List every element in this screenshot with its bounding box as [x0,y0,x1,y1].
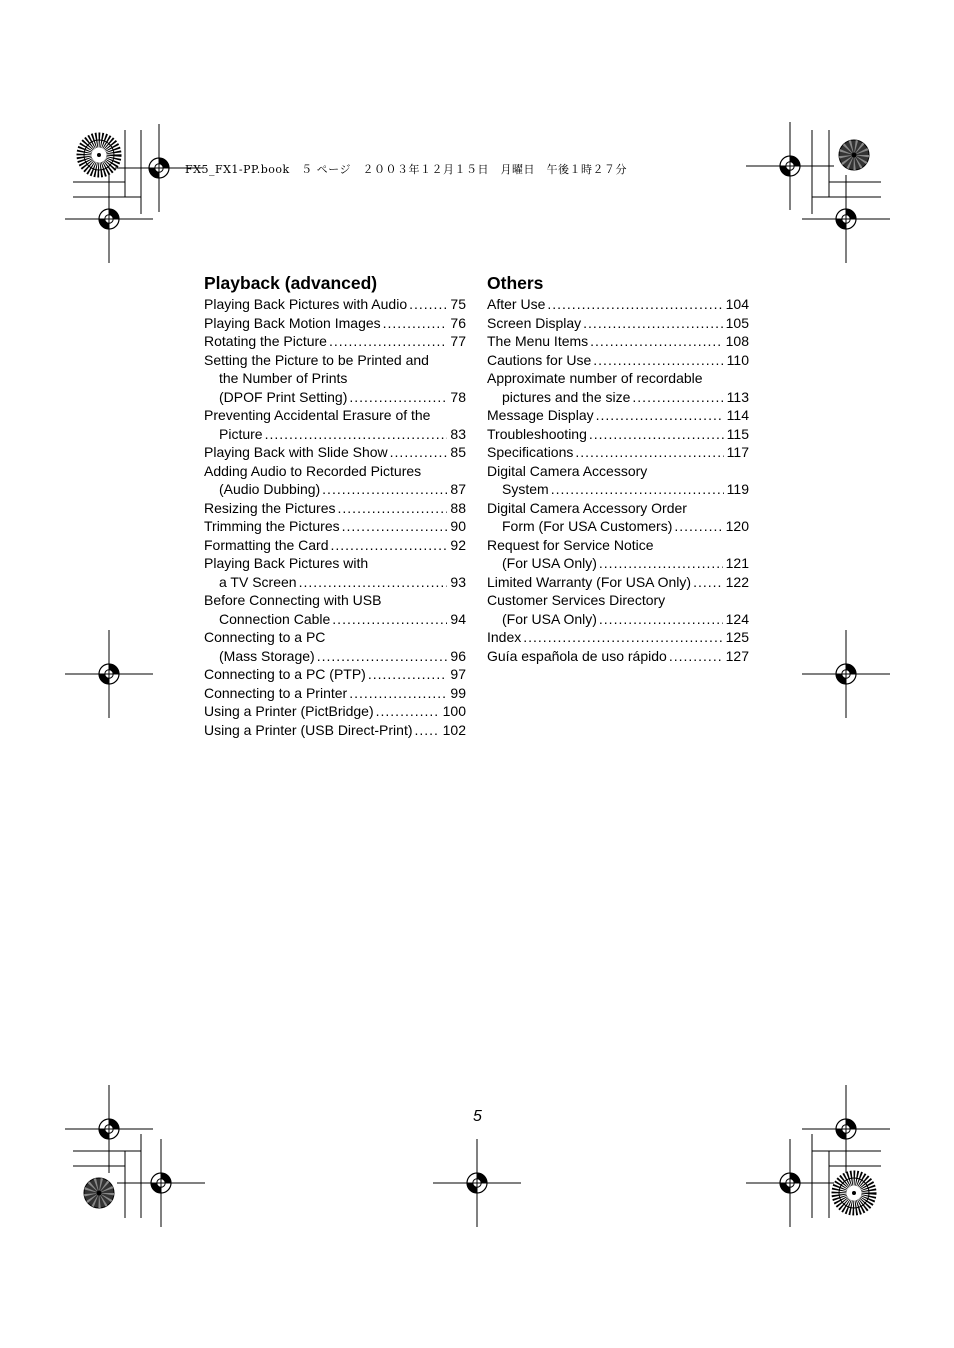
print-slug: FX5_FX1-PP.book ５ ページ ２００３年１２月１５日 月曜日 午後１時２７分 [185,163,627,176]
dot-leader [409,295,447,314]
toc-page-number: 113 [726,388,749,405]
toc-entry-line [487,628,749,647]
dot-leader [589,425,724,444]
toc-entry-line [487,647,749,666]
toc-entry[interactable] [204,499,466,518]
toc-entry-line [487,295,749,314]
toc-entry[interactable] [204,332,466,351]
toc-column-others [487,272,749,665]
toc-page-number: 76 [450,314,466,331]
toc-entry-title: Connecting to a PC [204,629,326,645]
toc-entry[interactable] [487,628,749,647]
toc-entry-title: Playing Back Pictures with [204,555,369,571]
toc-entry-line [487,591,749,610]
registration-mark-icon [117,1139,205,1227]
toc-page-number: 102 [442,721,466,738]
dot-leader [317,647,448,666]
toc-entry-line [204,369,466,388]
dot-leader [415,721,440,740]
toc-entry[interactable] [204,721,466,740]
toc-entry-title: (For USA Only) [502,555,597,571]
toc-page-number: 110 [726,351,749,368]
toc-page-number: 125 [725,629,749,645]
dot-leader [583,314,722,333]
dot-leader [669,647,723,666]
toc-entry-title: Using a Printer (USB Direct-Print) [204,721,413,738]
toc-entry[interactable] [487,369,749,406]
toc-entry-line [204,647,466,666]
toc-entry-title: Limited Warranty (For USA Only) [487,573,692,590]
section-title: Others [487,273,544,293]
toc-entry[interactable] [204,406,466,443]
toc-column-playback-advanced [204,272,466,739]
toc-entry-title: Playing Back Pictures with Audio [204,296,408,312]
toc-entry[interactable] [204,462,466,499]
toc-entry-line [204,684,466,703]
dot-leader [342,517,448,536]
toc-entry-line [204,462,466,481]
dot-leader [329,332,447,351]
toc-entry-line [204,295,466,314]
toc-page-number: 88 [450,499,466,516]
toc-entry[interactable] [487,425,749,444]
toc-entry-title: Guía española de uso rápido [487,647,667,664]
toc-page-number: 115 [726,425,749,442]
toc-entry-line [204,314,466,333]
toc-entry-title: After Use [487,296,546,312]
toc-entry-title: Message Display [487,407,594,423]
registration-mark-icon [802,630,890,718]
toc-entry-title: (DPOF Print Setting) [219,388,348,405]
toc-entry-line [487,369,749,388]
toc-page-number: 87 [450,481,466,497]
registration-mark-icon [746,1139,834,1227]
color-wheel-icon [84,1178,114,1208]
toc-page-number: 92 [450,536,466,553]
toc-entry-title: Digital Camera Accessory Order [487,499,687,516]
dot-leader [551,480,724,499]
toc-entry-line [487,462,749,481]
color-wheel-icon [839,1178,869,1208]
toc-entry-title: Preventing Accidental Erasure of the [204,407,431,423]
dot-leader [547,295,722,314]
toc-entry-line [487,314,749,333]
dot-leader [383,314,448,333]
dot-leader [322,480,447,499]
toc-entry[interactable] [204,554,466,591]
toc-entry-line [487,536,749,555]
dot-leader [349,684,447,703]
toc-entry-title: Before Connecting with USB [204,592,382,608]
toc-entry[interactable] [487,462,749,499]
toc-page-number: 105 [725,314,749,331]
toc-entry-title: a TV Screen [219,573,297,590]
toc-entry-line [204,388,466,407]
toc-entry-line [204,351,466,370]
toc-page-number: 100 [442,703,466,719]
dot-leader [693,573,723,592]
toc-entry-title: Cautions for Use [487,351,592,368]
toc-entry-line [487,443,749,462]
toc-entry-line [204,665,466,684]
toc-entry-line [487,388,749,407]
toc-entry-title: Trimming the Pictures [204,518,340,534]
toc-page-number: 104 [725,296,749,312]
toc-entry-title: (Audio Dubbing) [219,481,321,497]
toc-page-number: 121 [725,555,749,571]
dot-leader [338,499,448,518]
toc-entry[interactable] [487,591,749,628]
toc-entry[interactable] [204,443,466,462]
toc-entry-title: Connection Cable [219,610,331,627]
toc-entry-line [204,573,466,592]
toc-entry-title: Setting the Picture to be Printed and [204,351,429,368]
toc-entry-title: Approximate number of recordable [487,370,703,386]
toc-page-number: 117 [726,444,749,460]
toc-entry[interactable] [204,684,466,703]
toc-entry-line [204,480,466,499]
toc-entry-line [487,425,749,444]
toc-entry-line [487,480,749,499]
toc-entry[interactable] [487,351,749,370]
dot-leader [632,388,723,407]
page-number: 5 [473,1108,482,1125]
toc-page-number: 119 [726,481,749,497]
toc-entry[interactable] [204,628,466,665]
toc-page-number: 108 [725,333,749,349]
toc-entry-line [487,332,749,351]
dot-leader [590,332,722,351]
toc-entry-line [487,499,749,518]
toc-page-number: 127 [725,647,749,664]
toc-entry-title: Picture [219,425,263,442]
toc-entry[interactable] [487,499,749,536]
toc-entry[interactable] [487,332,749,351]
toc-entry[interactable] [487,443,749,462]
toc-entry[interactable] [487,647,749,666]
dot-leader [575,443,723,462]
toc-page-number: 94 [450,610,466,627]
toc-entry-title: Connecting to a Printer [204,684,348,701]
dot-leader [596,406,724,425]
toc-entry-line [204,332,466,351]
registration-mark-icon [65,1085,153,1173]
dot-leader [265,425,448,444]
toc-page-number: 120 [725,518,749,534]
toc-entry-line [204,443,466,462]
toc-entry-title: Troubleshooting [487,425,587,442]
toc-entry-title: Playing Back Motion Images [204,314,381,331]
toc-entry-title: Resizing the Pictures [204,499,336,516]
color-wheel-icon [84,140,114,170]
toc-entry[interactable] [204,536,466,555]
dot-leader [593,351,723,370]
toc-entry-line [204,610,466,629]
toc-entry-title: Using a Printer (PictBridge) [204,703,374,719]
toc-entry-title: the Number of Prints [219,370,348,386]
toc-page-number: 99 [450,684,466,701]
toc-page-number: 85 [450,444,466,460]
toc-entry[interactable] [204,591,466,628]
toc-entry-line [204,721,466,740]
toc-page-number: 75 [450,296,466,312]
toc-entry-title: Screen Display [487,314,582,331]
toc-page-number: 90 [450,518,466,534]
toc-page-number: 78 [450,388,466,405]
toc-entry[interactable] [204,517,466,536]
color-wheel-icon [839,140,869,170]
toc-entry-title: Adding Audio to Recorded Pictures [204,462,422,479]
toc-page-number: 96 [450,647,466,664]
toc-entry-line [204,406,466,425]
toc-entry-line [487,351,749,370]
toc-page-number: 93 [450,573,466,590]
toc-entry-title: The Menu Items [487,333,589,349]
toc-entry-line [487,610,749,629]
toc-entry-title: Playing Back with Slide Show [204,444,388,460]
dot-leader [674,517,722,536]
toc-entry-title: (Mass Storage) [219,647,315,664]
registration-mark-icon [802,1085,890,1173]
toc-page-number: 114 [726,407,749,423]
toc-entry-line [204,591,466,610]
toc-entry[interactable] [204,351,466,407]
toc-entry-line [204,702,466,721]
toc-entry-title: Connecting to a PC (PTP) [204,666,366,682]
registration-mark-icon [433,1139,521,1227]
toc-entry-title: Index [487,629,522,645]
registration-mark-icon [65,175,153,263]
toc-entry[interactable] [487,536,749,573]
toc-page-number: 122 [725,573,749,590]
toc-page-number: 77 [450,333,466,349]
dot-leader [331,536,448,555]
section-title: Playback (advanced) [204,273,378,293]
toc-entry[interactable] [204,314,466,333]
toc-page-number: 97 [450,666,466,682]
toc-entry-title: Formatting the Card [204,536,329,553]
toc-entry-title: pictures and the size [502,388,631,405]
toc-entry-line [204,517,466,536]
toc-entry-line [487,554,749,573]
toc-entry-title: Request for Service Notice [487,536,654,553]
dot-leader [349,388,447,407]
toc-entry-line [204,425,466,444]
toc-entry[interactable] [487,573,749,592]
registration-mark-icon [65,630,153,718]
toc-entry-title: (For USA Only) [502,610,597,627]
toc-page-number: 83 [450,425,466,442]
toc-list [204,295,466,739]
toc-entry-line [487,406,749,425]
toc-entry-line [487,517,749,536]
toc-entry-title: Specifications [487,444,574,460]
toc-page-number: 124 [725,610,749,627]
toc-entry[interactable] [204,295,466,314]
toc-entry[interactable] [487,295,749,314]
toc-entry-line [487,573,749,592]
toc-entry[interactable] [487,406,749,425]
toc-entry-title: Form (For USA Customers) [502,518,673,534]
dot-leader [368,665,448,684]
toc-entry-line [204,499,466,518]
toc-entry-line [204,628,466,647]
dot-leader [599,610,723,629]
toc-entry[interactable] [487,314,749,333]
toc-entry-title: Digital Camera Accessory [487,462,648,479]
registration-mark-icon [802,175,890,263]
dot-leader [599,554,723,573]
toc-entry[interactable] [204,702,466,721]
toc-entry-title: System [502,481,549,497]
toc-entry-title: Customer Services Directory [487,592,666,608]
dot-leader [332,610,447,629]
toc-entry-line [204,536,466,555]
dot-leader [390,443,448,462]
dot-leader [299,573,448,592]
toc-entry-line [204,554,466,573]
toc-list [487,295,749,665]
dot-leader [376,702,440,721]
dot-leader [523,628,722,647]
toc-entry-title: Rotating the Picture [204,333,327,349]
toc-entry[interactable] [204,665,466,684]
